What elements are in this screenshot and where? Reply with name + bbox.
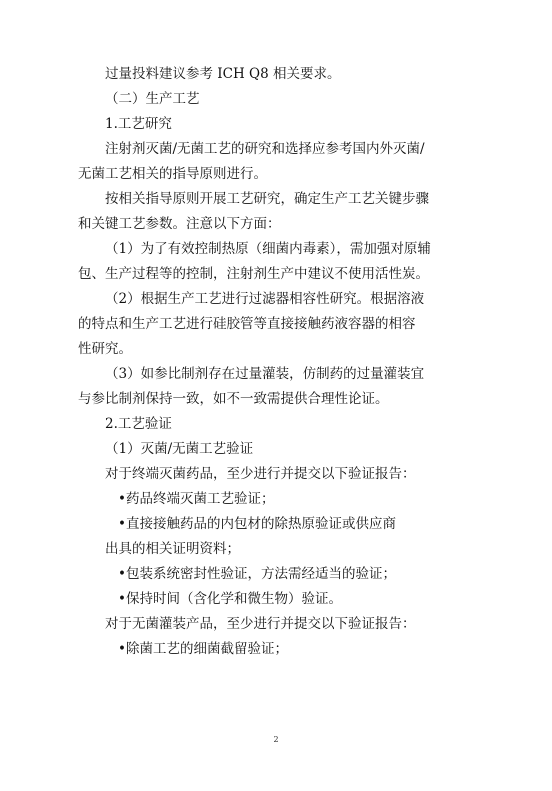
text-line: •包装系统密封性验证，方法需经适当的验证； bbox=[118, 566, 396, 582]
text-line: 性研究。 bbox=[78, 341, 132, 357]
text-line: •除菌工艺的细菌截留验证； bbox=[118, 641, 288, 657]
text-line: （1）为了有效控制热原（细菌内毒素），需加强对原辅 bbox=[105, 241, 431, 257]
text-line: 2.工艺验证 bbox=[105, 416, 172, 432]
text-line: 无菌工艺相关的指导原则进行。 bbox=[78, 166, 267, 182]
text-line: 和关键工艺参数。注意以下方面： bbox=[78, 216, 281, 232]
text-line: •药品终端灭菌工艺验证； bbox=[118, 491, 275, 507]
text-line: （3）如参比制剂存在过量灌装，仿制药的过量灌装宜 bbox=[105, 366, 425, 382]
text-line: （二）生产工艺 bbox=[105, 91, 200, 107]
text-line: 的特点和生产工艺进行硅胶管等直接接触药液容器的相容 bbox=[78, 316, 416, 332]
text-line: 过量投料建议参考 ICH Q8 相关要求。 bbox=[105, 66, 341, 82]
document-body bbox=[78, 62, 476, 662]
text-line: 对于终端灭菌药品，至少进行并提交以下验证报告： bbox=[105, 466, 416, 482]
text-line: （1）灭菌/无菌工艺验证 bbox=[105, 441, 254, 457]
text-line: •保持时间（含化学和微生物）验证。 bbox=[118, 591, 342, 607]
text-line: 注射剂灭菌/无菌工艺的研究和选择应参考国内外灭菌/ bbox=[105, 141, 425, 157]
page-number: 2 bbox=[273, 735, 279, 744]
text-line: 与参比制剂保持一致，如不一致需提供合理性论证。 bbox=[78, 391, 389, 407]
text-line: 1.工艺研究 bbox=[105, 116, 172, 132]
text-line: •直接接触药品的内包材的除热原验证或供应商 bbox=[118, 516, 396, 532]
text-line: 出具的相关证明资料； bbox=[105, 541, 240, 557]
text-line: 对于无菌灌装产品，至少进行并提交以下验证报告： bbox=[105, 616, 416, 632]
text-line: 包、生产过程等的控制，注射剂生产中建议不使用活性炭。 bbox=[78, 266, 429, 282]
text-line: （2）根据生产工艺进行过滤器相容性研究。根据溶液 bbox=[105, 291, 425, 307]
text-line: 按相关指导原则开展工艺研究，确定生产工艺关键步骤 bbox=[105, 191, 429, 207]
